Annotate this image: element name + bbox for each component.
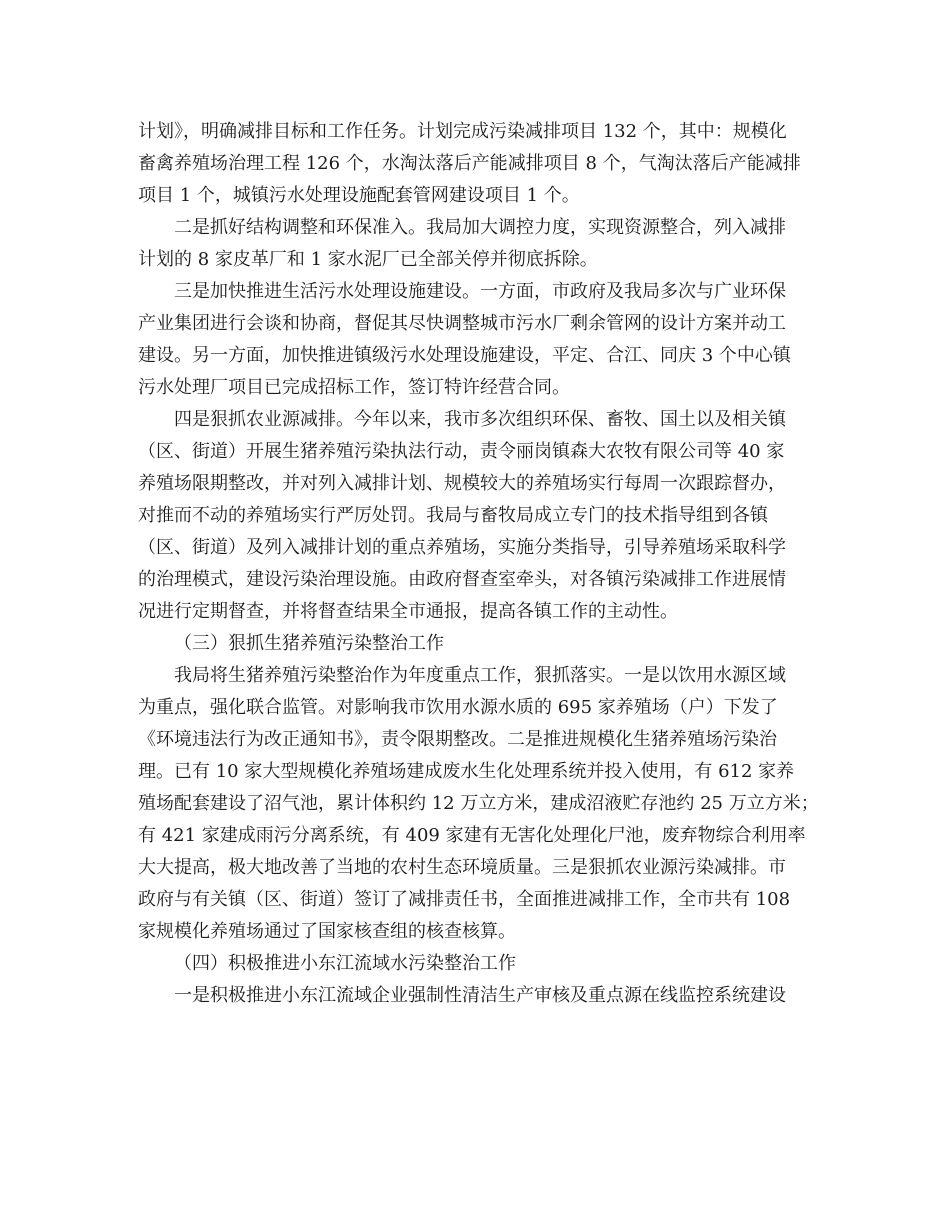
- paragraph-line: 大大提高，极大地改善了当地的农村生态环境质量。三是狠抓农业源污染减排。市: [138, 857, 786, 878]
- paragraph-line: （区、街道）开展生猪养殖污染执法行动，责令丽岗镇森大农牧有限公司等 40 家: [138, 441, 785, 462]
- document-body: [138, 116, 828, 1012]
- paragraph-line: 建设。另一方面，加快推进镇级污水处理设施建设，平定、合江、同庆 3 个中心镇: [138, 345, 791, 366]
- paragraph-line: （区、街道）及列入减排计划的重点养殖场，实施分类指导，引导养殖场采取科学: [138, 537, 786, 558]
- paragraph-line: 为重点，强化联合监管。对影响我市饮用水源水质的 695 家养殖场（户）下发了: [138, 697, 778, 718]
- paragraph-line: 计划的 8 家皮革厂和 1 家水泥厂已全部关停并彻底拆除。: [138, 249, 598, 270]
- paragraph-line: 家规模化养殖场通过了国家核查组的核查核算。: [138, 921, 516, 942]
- paragraph-line: 对推而不动的养殖场实行严厉处罚。我局与畜牧局成立专门的技术指导组到各镇: [138, 505, 768, 526]
- paragraph-line: 的治理模式，建设污染治理设施。由政府督查室牵头，对各镇污染减排工作进展情: [138, 569, 786, 590]
- paragraph-line: 政府与有关镇（区、街道）签订了减排责任书，全面推进减排工作，全市共有 108: [138, 889, 791, 910]
- paragraph-line: 理。已有 10 家大型规模化养殖场建成废水生化处理系统并投入使用，有 612 家养: [138, 761, 795, 782]
- paragraph-line: 四是狠抓农业源减排。今年以来，我市多次组织环保、畜牧、国土以及相关镇: [174, 409, 786, 430]
- paragraph-line: 污水处理厂项目已完成招标工作，签订特许经营合同。: [138, 377, 570, 398]
- paragraph-line: 产业集团进行会谈和协商，督促其尽快调整城市污水厂剩余管网的设计方案并动工: [138, 313, 786, 334]
- paragraph-line: 项目 1 个，城镇污水处理设施配套管网建设项目 1 个。: [138, 185, 580, 206]
- paragraph-line: 有 421 家建成雨污分离系统，有 409 家建有无害化处理化尸池，废弃物综合利用率: [138, 825, 806, 846]
- section-heading: （三）狠抓生猪养殖污染整治工作: [174, 633, 444, 654]
- paragraph-line: 一是积极推进小东江流域企业强制性清洁生产审核及重点源在线监控系统建设: [174, 985, 786, 1006]
- paragraph-line: 计划》，明确减排目标和工作任务。计划完成污染减排项目 132 个，其中：规模化: [138, 121, 787, 142]
- paragraph-line: 况进行定期督查，并将督查结果全市通报，提高各镇工作的主动性。: [138, 601, 678, 622]
- paragraph-line: 我局将生猪养殖污染整治作为年度重点工作，狠抓落实。一是以饮用水源区域: [174, 665, 786, 686]
- paragraph-line: 殖场配套建设了沼气池，累计体积约 12 万立方米，建成沼液贮存池约 25 万立方米；: [138, 793, 819, 814]
- paragraph-line: 养殖场限期整改，并对列入减排计划、规模较大的养殖场实行每周一次跟踪督办，: [138, 473, 786, 494]
- section-heading: （四）积极推进小东江流域水污染整治工作: [174, 953, 516, 974]
- paragraph-line: 畜禽养殖场治理工程 126 个，水淘汰落后产能减排项目 8 个，气淘汰落后产能减排: [138, 153, 801, 174]
- paragraph-line: 二是抓好结构调整和环保准入。我局加大调控力度，实现资源整合，列入减排: [174, 217, 786, 238]
- paragraph-line: 《环境违法行为改正通知书》，责令限期整改。二是推进规模化生猪养殖场污染治: [138, 729, 777, 750]
- paragraph-line: 三是加快推进生活污水处理设施建设。一方面，市政府及我局多次与广业环保: [174, 281, 786, 302]
